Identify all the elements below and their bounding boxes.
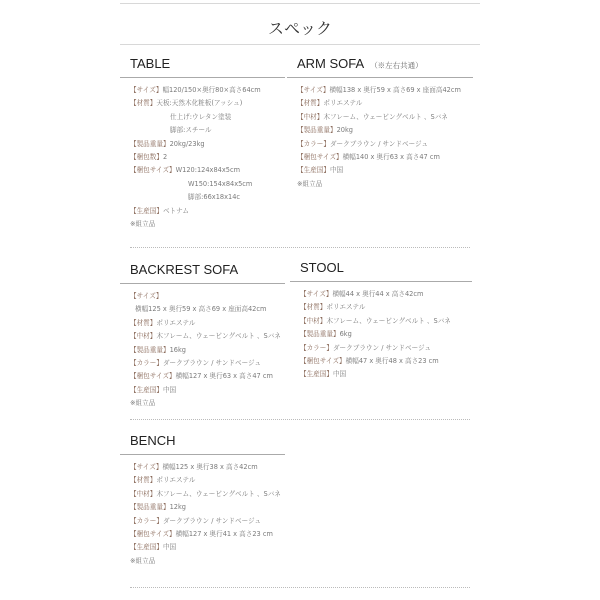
heading-underline	[287, 77, 473, 78]
spec-label: 【カラー】	[130, 358, 163, 367]
heading-underline	[120, 77, 285, 78]
spec-value: 中国	[332, 370, 347, 379]
spec-value: 横幅140 x 奥行63 x 高さ47 cm	[342, 152, 440, 161]
spec-label: 【カラー】	[297, 139, 330, 148]
spec-row	[290, 315, 472, 328]
spec-row	[290, 288, 472, 301]
spec-value: ※組立品	[130, 556, 156, 565]
spec-value: 仕上げ:ウレタン塗装	[170, 112, 232, 121]
spec-label: 【材質】	[130, 476, 157, 485]
spec-value: 木フレーム、ウェービングベルト 、Sバネ	[323, 112, 448, 121]
spec-value: 横幅47 x 奥行48 x 高さ23 cm	[345, 356, 439, 365]
spec-row	[120, 178, 285, 191]
spec-value: 横幅44 x 奥行44 x 高さ42cm	[332, 290, 424, 298]
spec-value: 木フレーム、ウェービングベルト 、Sバネ	[156, 332, 281, 341]
spec-row	[120, 474, 285, 487]
spec-row	[287, 178, 473, 191]
spec-label: 【梱包サイズ】	[300, 356, 346, 365]
spec-value: 脚部:66x18x14c	[188, 193, 241, 202]
spec-row	[120, 191, 285, 204]
spec-label: 【製品重量】	[300, 330, 340, 339]
spec-label: 【梱包サイズ】	[297, 152, 343, 161]
spec-label: 【製品重量】	[130, 139, 170, 148]
spec-label: 【中材】	[130, 332, 157, 341]
spec-value: 20kg/23kg	[169, 139, 205, 148]
spec-label: 【カラー】	[130, 516, 163, 525]
spec-label: 【材質】	[300, 303, 327, 312]
spec-stool	[290, 260, 472, 382]
spec-value: 中国	[162, 543, 177, 552]
spec-label: 【生産国】	[130, 543, 163, 552]
spec-value: 中国	[162, 385, 177, 394]
spec-row	[287, 84, 473, 97]
spec-row	[120, 124, 285, 137]
spec-row	[290, 301, 472, 314]
spec-row	[120, 218, 285, 231]
spec-row	[287, 111, 473, 124]
spec-row	[120, 303, 285, 316]
spec-value: 12kg	[169, 503, 186, 512]
spec-row	[120, 330, 285, 343]
spec-row	[290, 355, 472, 368]
spec-row	[120, 370, 285, 383]
spec-row	[120, 84, 285, 97]
spec-label: 【製品重量】	[130, 503, 170, 512]
spec-row	[287, 97, 473, 110]
spec-value: 木フレーム、ウェービングベルト 、Sバネ	[326, 316, 451, 325]
spec-label: 【材質】	[297, 99, 324, 108]
heading-underline	[120, 283, 285, 284]
spec-row	[120, 317, 285, 330]
spec-label: 【サイズ】	[130, 292, 163, 300]
section-divider	[130, 587, 470, 588]
spec-value: ダークブラウン / サンドベージュ	[162, 516, 262, 525]
section-heading	[287, 56, 473, 72]
heading-underline	[120, 454, 285, 455]
spec-value: W120:124x84x5cm	[175, 166, 240, 175]
section-heading	[120, 56, 285, 72]
spec-label: 【梱包サイズ】	[130, 529, 176, 538]
section-divider	[130, 247, 470, 248]
spec-label: 【サイズ】	[300, 290, 333, 298]
spec-row	[120, 151, 285, 164]
spec-label: 【材質】	[130, 99, 157, 108]
spec-value: ※組立品	[297, 179, 323, 188]
spec-label: 【サイズ】	[130, 86, 163, 94]
spec-value: ダークブラウン / サンドベージュ	[329, 139, 429, 148]
spec-row	[120, 97, 285, 110]
spec-table	[120, 56, 285, 231]
spec-value: ポリエステル	[326, 303, 366, 312]
spec-bench	[120, 433, 285, 568]
title-divider	[120, 44, 480, 45]
section-heading	[120, 262, 285, 278]
heading-underline	[290, 281, 472, 282]
spec-row	[120, 461, 285, 474]
spec-row	[120, 290, 285, 303]
spec-row	[290, 342, 472, 355]
spec-value: 横幅127 x 奥行63 x 高さ47 cm	[175, 372, 273, 381]
spec-value: 横幅125 x 奥行59 x 高さ69 x 座面高42cm	[135, 305, 267, 314]
spec-row	[120, 164, 285, 177]
spec-label: 【サイズ】	[297, 86, 330, 94]
spec-label: 【梱包サイズ】	[130, 372, 176, 381]
spec-value: 2	[162, 152, 168, 161]
spec-row	[287, 151, 473, 164]
heading-note: （※左右共通）	[370, 61, 423, 70]
spec-value: ベトナム	[162, 206, 190, 215]
spec-label: 【生産国】	[297, 166, 330, 175]
spec-backrest-sofa	[120, 262, 285, 411]
spec-row	[120, 138, 285, 151]
spec-value: ポリエステル	[323, 99, 363, 108]
section-divider	[130, 419, 470, 420]
spec-value: 横幅127 x 奥行41 x 高さ23 cm	[175, 529, 273, 538]
spec-row	[120, 501, 285, 514]
spec-value: 脚部:スチール	[170, 126, 212, 135]
heading-text: ARM SOFA	[297, 56, 365, 71]
spec-row	[120, 384, 285, 397]
section-heading	[120, 433, 285, 449]
spec-value: 幅120/150×奥行80×高さ64cm	[162, 86, 261, 94]
spec-row	[120, 357, 285, 370]
spec-value: ダークブラウン / サンドベージュ	[162, 358, 262, 367]
spec-value: 中国	[329, 166, 344, 175]
heading-text: BENCH	[130, 433, 176, 448]
spec-label: 【梱包サイズ】	[130, 166, 176, 175]
spec-row	[120, 344, 285, 357]
top-divider	[120, 3, 480, 4]
spec-value: 20kg	[336, 126, 353, 135]
spec-label: 【中材】	[130, 489, 157, 498]
spec-row	[290, 328, 472, 341]
spec-label: 【生産国】	[130, 206, 163, 215]
spec-value: 横幅125 x 奥行38 x 高さ42cm	[162, 463, 258, 471]
spec-value: W150:154x84x5cm	[188, 179, 253, 188]
spec-label: 【サイズ】	[130, 463, 163, 471]
spec-label: 【材質】	[130, 318, 157, 327]
spec-row	[287, 138, 473, 151]
spec-row	[120, 111, 285, 124]
spec-row	[120, 555, 285, 568]
spec-arm-sofa	[287, 56, 473, 191]
spec-row	[120, 397, 285, 410]
spec-value: ※組立品	[130, 219, 156, 228]
spec-row	[120, 528, 285, 541]
spec-value: 天板:天然木化粧板(アッシュ)	[156, 99, 243, 108]
section-heading	[290, 260, 472, 276]
heading-text: BACKREST SOFA	[130, 262, 239, 277]
spec-value: ポリエステル	[156, 476, 196, 485]
page-title: スペック	[267, 19, 332, 38]
spec-label: 【製品重量】	[130, 345, 170, 354]
spec-row	[120, 488, 285, 501]
spec-row	[290, 368, 472, 381]
spec-label: 【カラー】	[300, 343, 333, 352]
spec-row	[120, 205, 285, 218]
spec-row	[120, 541, 285, 554]
spec-value: 6kg	[339, 330, 352, 339]
spec-label: 【製品重量】	[297, 126, 337, 135]
spec-label: 【中材】	[297, 112, 324, 121]
spec-value: 横幅138 x 奥行59 x 高さ69 x 座面高42cm	[329, 86, 461, 94]
spec-label: 【生産国】	[300, 370, 333, 379]
spec-label: 【中材】	[300, 316, 327, 325]
spec-value: 木フレーム、ウェービングベルト 、Sバネ	[156, 489, 281, 498]
spec-row	[287, 124, 473, 137]
spec-row	[287, 164, 473, 177]
heading-text: STOOL	[300, 260, 344, 275]
spec-value: ※組立品	[130, 399, 156, 408]
spec-row	[120, 515, 285, 528]
spec-label: 【梱包数】	[130, 152, 163, 161]
spec-value: 16kg	[169, 345, 186, 354]
spec-value: ダークブラウン / サンドベージュ	[332, 343, 432, 352]
spec-label: 【生産国】	[130, 385, 163, 394]
heading-text: TABLE	[130, 56, 171, 71]
spec-value: ポリエステル	[156, 318, 196, 327]
